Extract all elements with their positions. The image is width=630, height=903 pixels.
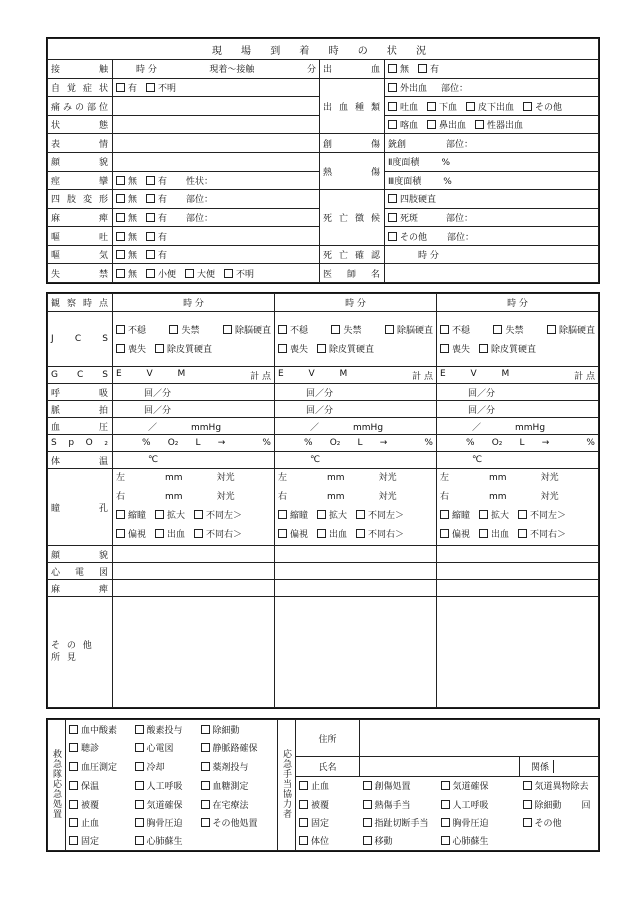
treatment-section	[46, 718, 600, 852]
checkbox[interactable]	[116, 213, 125, 222]
arrival-section	[46, 37, 600, 284]
checkbox[interactable]	[69, 743, 78, 752]
checkbox[interactable]	[69, 818, 78, 827]
checkbox[interactable]	[201, 743, 210, 752]
checkbox[interactable]	[135, 800, 144, 809]
bp-cell-1[interactable]: ／ mmHg	[113, 418, 275, 435]
checkbox[interactable]	[363, 800, 372, 809]
checkbox[interactable]	[201, 762, 210, 771]
checkbox[interactable]	[135, 762, 144, 771]
other-findings-label	[48, 597, 113, 708]
gcs-cell-1[interactable]: E V M 計 点	[113, 367, 275, 384]
symptoms-field[interactable]: 有 不明	[113, 78, 320, 97]
checkbox[interactable]	[363, 818, 372, 827]
condition-field[interactable]	[113, 115, 320, 134]
spo2-label: S p O ₂	[48, 435, 113, 452]
checkbox[interactable]	[146, 83, 155, 92]
treat-item-6-2	[198, 832, 278, 851]
obs-complexion-1[interactable]	[113, 546, 275, 563]
treatment-vert-label: 救急隊応急処置	[48, 720, 66, 851]
checkbox[interactable]	[440, 529, 449, 538]
relation-cell[interactable]	[520, 757, 599, 777]
address-label: 住所	[296, 720, 360, 757]
checkbox[interactable]	[363, 781, 372, 790]
checkbox[interactable]	[388, 64, 397, 73]
treat-item-2-0[interactable]: 血圧測定	[66, 757, 132, 777]
checkbox[interactable]	[116, 232, 125, 241]
obs-time-label: 観察時点	[48, 294, 113, 312]
checkbox[interactable]	[479, 510, 488, 519]
help-item-0-0[interactable]: 止血	[296, 776, 360, 795]
checkbox[interactable]	[201, 800, 210, 809]
checkbox[interactable]	[278, 529, 287, 538]
checkbox[interactable]	[155, 510, 164, 519]
treat-item-5-2[interactable]: その他処置	[198, 813, 278, 831]
name-label: 氏名	[296, 757, 360, 777]
checkbox[interactable]	[223, 325, 232, 334]
incontinence-field[interactable]: 無 小便 大便 不明	[113, 264, 320, 283]
checkbox[interactable]	[135, 836, 144, 845]
treat-item-4-2[interactable]: 在宅療法	[198, 795, 278, 813]
bleed-type-row3[interactable]: 喀血 鼻出血 性器出血	[385, 115, 599, 134]
checkbox[interactable]	[116, 344, 125, 353]
help-item-2-2[interactable]: 胸骨圧迫	[438, 813, 520, 831]
checkbox[interactable]	[356, 510, 365, 519]
times-unit: 回	[581, 800, 591, 811]
name-field[interactable]	[360, 757, 520, 777]
bp-cell-3[interactable]: ／ mmHg	[437, 418, 599, 435]
checkbox[interactable]	[278, 325, 287, 334]
obs-paralysis-1[interactable]	[113, 580, 275, 597]
bleeding-label: 出血	[320, 60, 385, 79]
checkbox[interactable]	[135, 781, 144, 790]
obs-paralysis-2[interactable]	[275, 580, 437, 597]
checkbox[interactable]	[441, 818, 450, 827]
help-item-3-0[interactable]: 体位	[296, 832, 360, 851]
treatment-table	[47, 719, 599, 851]
symptoms-label: 自覚症状	[48, 78, 113, 97]
checkbox[interactable]	[194, 529, 203, 538]
checkbox[interactable]	[278, 510, 287, 519]
obs-time-2[interactable]: 時 分	[275, 294, 437, 312]
burn3-field[interactable]: Ⅲ度面積 %	[385, 171, 599, 190]
pulse-cell-3[interactable]: 回／分	[437, 401, 599, 418]
checkbox[interactable]	[146, 250, 155, 259]
other-label-line2: 所 見	[51, 653, 78, 663]
pulse-cell-1[interactable]: 回／分	[113, 401, 275, 418]
temp-cell-2[interactable]: ℃	[275, 452, 437, 469]
checkbox[interactable]	[388, 83, 397, 92]
checkbox[interactable]	[146, 194, 155, 203]
checkbox[interactable]	[201, 725, 210, 734]
checkbox[interactable]	[317, 510, 326, 519]
obs-complexion-2[interactable]	[275, 546, 437, 563]
jcs-cell-1[interactable]: 不穏 失禁 除脳硬直 喪失 除皮質硬直	[113, 312, 275, 367]
arrival-table	[47, 38, 599, 283]
pupil-cell-1[interactable]: 左 mm 対光 右 mm 対光 縮瞳 拡大 不同左＞ 偏視 出血 不同右＞	[113, 469, 275, 546]
wound-field[interactable]: 銃創 部位：	[385, 134, 599, 153]
ecg-2[interactable]	[275, 563, 437, 580]
bleeding-type-label: 出血種類	[320, 78, 385, 134]
checkbox[interactable]	[116, 83, 125, 92]
help-item-1-2[interactable]: 人工呼吸	[438, 795, 520, 813]
treat-item-0-0[interactable]: 血中酸素	[66, 720, 132, 739]
livor-field[interactable]: 死斑 部位：	[385, 208, 599, 227]
expression-field[interactable]	[113, 134, 320, 153]
observation-table	[47, 293, 599, 708]
resp-cell-3[interactable]: 回／分	[437, 384, 599, 401]
help-item-1-0[interactable]: 被覆	[296, 795, 360, 813]
checkbox[interactable]	[441, 781, 450, 790]
checkbox[interactable]	[523, 102, 532, 111]
checkbox[interactable]	[440, 344, 449, 353]
checkbox[interactable]	[479, 529, 488, 538]
checkbox[interactable]	[116, 269, 125, 278]
checkbox[interactable]	[331, 325, 340, 334]
complexion-label: 顔貌	[48, 153, 113, 172]
checkbox[interactable]	[547, 325, 556, 334]
help-item-2-3[interactable]: その他	[520, 813, 599, 831]
treat-item-1-2[interactable]: 静脈路確保	[198, 738, 278, 756]
checkbox[interactable]	[116, 250, 125, 259]
other-findings-3[interactable]	[437, 597, 599, 708]
jcs-cell-3[interactable]: 不穏 失禁 除脳硬直 喪失 除皮質硬直	[437, 312, 599, 367]
incontinence-label: 失禁	[48, 264, 113, 283]
checkbox[interactable]	[440, 325, 449, 334]
temp-cell-1[interactable]: ℃	[113, 452, 275, 469]
nausea-field[interactable]: 無 有	[113, 245, 320, 264]
bp-cell-2[interactable]: ／ mmHg	[275, 418, 437, 435]
other-findings-1[interactable]	[113, 597, 275, 708]
checkbox[interactable]	[116, 529, 125, 538]
complexion-field[interactable]	[113, 153, 320, 172]
obs-time-1[interactable]: 時 分	[113, 294, 275, 312]
checkbox[interactable]	[479, 344, 488, 353]
checkbox[interactable]	[523, 781, 532, 790]
pain-site-label: 痛みの部位	[48, 97, 113, 116]
treat-item-3-1[interactable]: 人工呼吸	[132, 776, 198, 795]
treat-item-0-1[interactable]: 酸素投与	[132, 720, 198, 739]
checkbox[interactable]	[135, 743, 144, 752]
wound-label: 創傷	[320, 134, 385, 153]
treat-item-4-1[interactable]: 気道確保	[132, 795, 198, 813]
spo2-cell-1[interactable]: % O₂ L → %	[113, 435, 275, 452]
checkbox[interactable]	[278, 344, 287, 353]
obs-complexion-label: 顔貌	[48, 546, 113, 563]
checkbox[interactable]	[388, 232, 397, 241]
checkbox[interactable]	[135, 725, 144, 734]
checkbox[interactable]	[155, 529, 164, 538]
contact-field[interactable]: 時 分 現着～接触 分	[113, 60, 320, 79]
checkbox[interactable]	[356, 529, 365, 538]
checkbox[interactable]	[135, 818, 144, 827]
checkbox[interactable]	[427, 102, 436, 111]
temp-label: 体温	[48, 452, 113, 469]
checkbox[interactable]	[388, 194, 397, 203]
treat-item-6-1[interactable]: 心肺蘇生	[132, 832, 198, 851]
treat-item-6-0[interactable]: 固定	[66, 832, 132, 851]
other-label-line1: そ の 他	[51, 641, 94, 651]
checkbox[interactable]	[155, 344, 164, 353]
paralysis-label: 麻痺	[48, 208, 113, 227]
bleed-type-row2[interactable]: 吐血 下血 皮下出血 その他	[385, 97, 599, 116]
contact-label: 接触	[48, 60, 113, 79]
help-item-0-2[interactable]: 気道確保	[438, 776, 520, 795]
treat-item-2-1[interactable]: 冷却	[132, 757, 198, 777]
checkbox[interactable]	[185, 269, 194, 278]
checkbox[interactable]	[493, 325, 502, 334]
pupil-cell-3[interactable]: 左 mm 対光 右 mm 対光 縮瞳 拡大 不同左＞ 偏視 出血 不同右＞	[437, 469, 599, 546]
rigor-field[interactable]: 四肢硬直	[385, 190, 599, 209]
checkbox[interactable]	[69, 781, 78, 790]
pain-site-field[interactable]	[113, 97, 320, 116]
checkbox[interactable]	[299, 818, 308, 827]
observation-section	[46, 292, 600, 709]
burn2-field[interactable]: Ⅱ度面積 %	[385, 153, 599, 172]
checkbox[interactable]	[299, 800, 308, 809]
death-confirm-label: 死亡確認	[320, 245, 385, 264]
gcs-cell-3[interactable]: E V M 計 点	[437, 367, 599, 384]
checkbox[interactable]	[418, 64, 427, 73]
checkbox[interactable]	[201, 818, 210, 827]
help-item-3-1[interactable]: 移動	[360, 832, 438, 851]
checkbox[interactable]	[475, 120, 484, 129]
spo2-cell-3[interactable]: % O₂ L → %	[437, 435, 599, 452]
checkbox[interactable]	[440, 510, 449, 519]
checkbox[interactable]	[201, 781, 210, 790]
convulsion-label: 痙攣	[48, 171, 113, 190]
death-other-field[interactable]: その他 部位：	[385, 227, 599, 246]
checkbox[interactable]	[146, 176, 155, 185]
convulsion-field[interactable]: 無 有 性状：	[113, 171, 320, 190]
checkbox[interactable]	[69, 836, 78, 845]
condition-label: 状態	[48, 115, 113, 134]
obs-complexion-3[interactable]	[437, 546, 599, 563]
address-field[interactable]	[360, 720, 599, 757]
checkbox[interactable]	[116, 510, 125, 519]
help-item-0-3[interactable]: 気道異物除去	[520, 776, 599, 795]
vomit-label: 嘔吐	[48, 227, 113, 246]
ecg-1[interactable]	[113, 563, 275, 580]
resp-label: 呼吸	[48, 384, 113, 401]
vomit-field[interactable]: 無 有	[113, 227, 320, 246]
checkbox[interactable]	[466, 102, 475, 111]
treat-item-2-2[interactable]: 薬剤投与	[198, 757, 278, 777]
checkbox[interactable]	[518, 510, 527, 519]
bp-label: 血圧	[48, 418, 113, 435]
checkbox[interactable]	[427, 120, 436, 129]
death-signs-label: 死亡徴候	[320, 190, 385, 246]
relation-label: 関係	[531, 760, 554, 773]
checkbox[interactable]	[299, 781, 308, 790]
checkbox[interactable]	[146, 232, 155, 241]
pupil-cell-2[interactable]: 左 mm 対光 右 mm 対光 縮瞳 拡大 不同左＞ 偏視 出血 不同右＞	[275, 469, 437, 546]
helper-vert-label: 応急手当協力者	[278, 720, 296, 851]
checkbox[interactable]	[169, 325, 178, 334]
checkbox[interactable]	[385, 325, 394, 334]
bleed-ext-field[interactable]: 外出血 部位：	[385, 78, 599, 97]
checkbox[interactable]	[363, 836, 372, 845]
treat-item-5-0[interactable]: 止血	[66, 813, 132, 831]
obs-time-3[interactable]: 時 分	[437, 294, 599, 312]
doctor-label: 医師名	[320, 264, 385, 283]
checkbox[interactable]	[69, 762, 78, 771]
ecg-label: 心電図	[48, 563, 113, 580]
resp-cell-2[interactable]: 回／分	[275, 384, 437, 401]
gcs-label: G C S	[48, 367, 113, 384]
checkbox[interactable]	[116, 176, 125, 185]
checkbox[interactable]	[388, 120, 397, 129]
help-item-1-1[interactable]: 熱傷手当	[360, 795, 438, 813]
checkbox[interactable]	[146, 269, 155, 278]
obs-paralysis-3[interactable]	[437, 580, 599, 597]
checkbox[interactable]	[523, 800, 532, 809]
treat-item-1-1[interactable]: 心電図	[132, 738, 198, 756]
help-item-3-3	[520, 832, 599, 851]
help-item-3-2[interactable]: 心肺蘇生	[438, 832, 520, 851]
checkbox[interactable]	[116, 325, 125, 334]
temp-cell-3[interactable]: ℃	[437, 452, 599, 469]
checkbox[interactable]	[388, 102, 397, 111]
treat-item-5-1[interactable]: 胸骨圧迫	[132, 813, 198, 831]
checkbox[interactable]	[69, 725, 78, 734]
other-findings-2[interactable]	[275, 597, 437, 708]
treat-item-4-0[interactable]: 被覆	[66, 795, 132, 813]
doctor-field[interactable]	[385, 264, 599, 283]
checkbox[interactable]	[116, 194, 125, 203]
limb-deform-field[interactable]: 無 有 部位：	[113, 190, 320, 209]
checkbox[interactable]	[194, 510, 203, 519]
checkbox[interactable]	[69, 800, 78, 809]
help-item-2-0[interactable]: 固定	[296, 813, 360, 831]
checkbox[interactable]	[518, 529, 527, 538]
help-item-0-1[interactable]: 創傷処置	[360, 776, 438, 795]
obs-paralysis-label: 麻痺	[48, 580, 113, 597]
help-item-1-3[interactable]: 除細動 回	[520, 795, 599, 813]
treat-item-0-2[interactable]: 除細動	[198, 720, 278, 739]
jcs-label: J C S	[48, 312, 113, 367]
spo2-cell-2[interactable]: % O₂ L → %	[275, 435, 437, 452]
checkbox[interactable]	[441, 836, 450, 845]
ecg-3[interactable]	[437, 563, 599, 580]
burn-label: 熱傷	[320, 153, 385, 190]
treat-item-3-0[interactable]: 保温	[66, 776, 132, 795]
pulse-label: 脈拍	[48, 401, 113, 418]
paralysis-field[interactable]: 無 有 部位：	[113, 208, 320, 227]
checkbox[interactable]	[523, 818, 532, 827]
jcs-cell-2[interactable]: 不穏 失禁 除脳硬直 喪失 除皮質硬直	[275, 312, 437, 367]
help-item-2-1[interactable]: 指趾切断手当	[360, 813, 438, 831]
checkbox[interactable]	[146, 213, 155, 222]
checkbox[interactable]	[224, 269, 233, 278]
expression-label: 表情	[48, 134, 113, 153]
nausea-label: 嘔気	[48, 245, 113, 264]
treat-item-1-0[interactable]: 聴診	[66, 738, 132, 756]
checkbox[interactable]	[317, 344, 326, 353]
resp-cell-1[interactable]: 回／分	[113, 384, 275, 401]
death-confirm-field[interactable]: 時 分	[385, 245, 599, 264]
gcs-cell-2[interactable]: E V M 計 点	[275, 367, 437, 384]
treat-item-3-2[interactable]: 血糖測定	[198, 776, 278, 795]
checkbox[interactable]	[299, 836, 308, 845]
pulse-cell-2[interactable]: 回／分	[275, 401, 437, 418]
pupil-label: 瞳孔	[48, 469, 113, 546]
checkbox[interactable]	[441, 800, 450, 809]
arrival-title: 現 場 到 着 時 の 状 況	[48, 39, 599, 60]
bleeding-field[interactable]: 無 有	[385, 60, 599, 79]
limb-deform-label: 四肢変形	[48, 190, 113, 209]
checkbox[interactable]	[317, 529, 326, 538]
checkbox[interactable]	[388, 213, 397, 222]
